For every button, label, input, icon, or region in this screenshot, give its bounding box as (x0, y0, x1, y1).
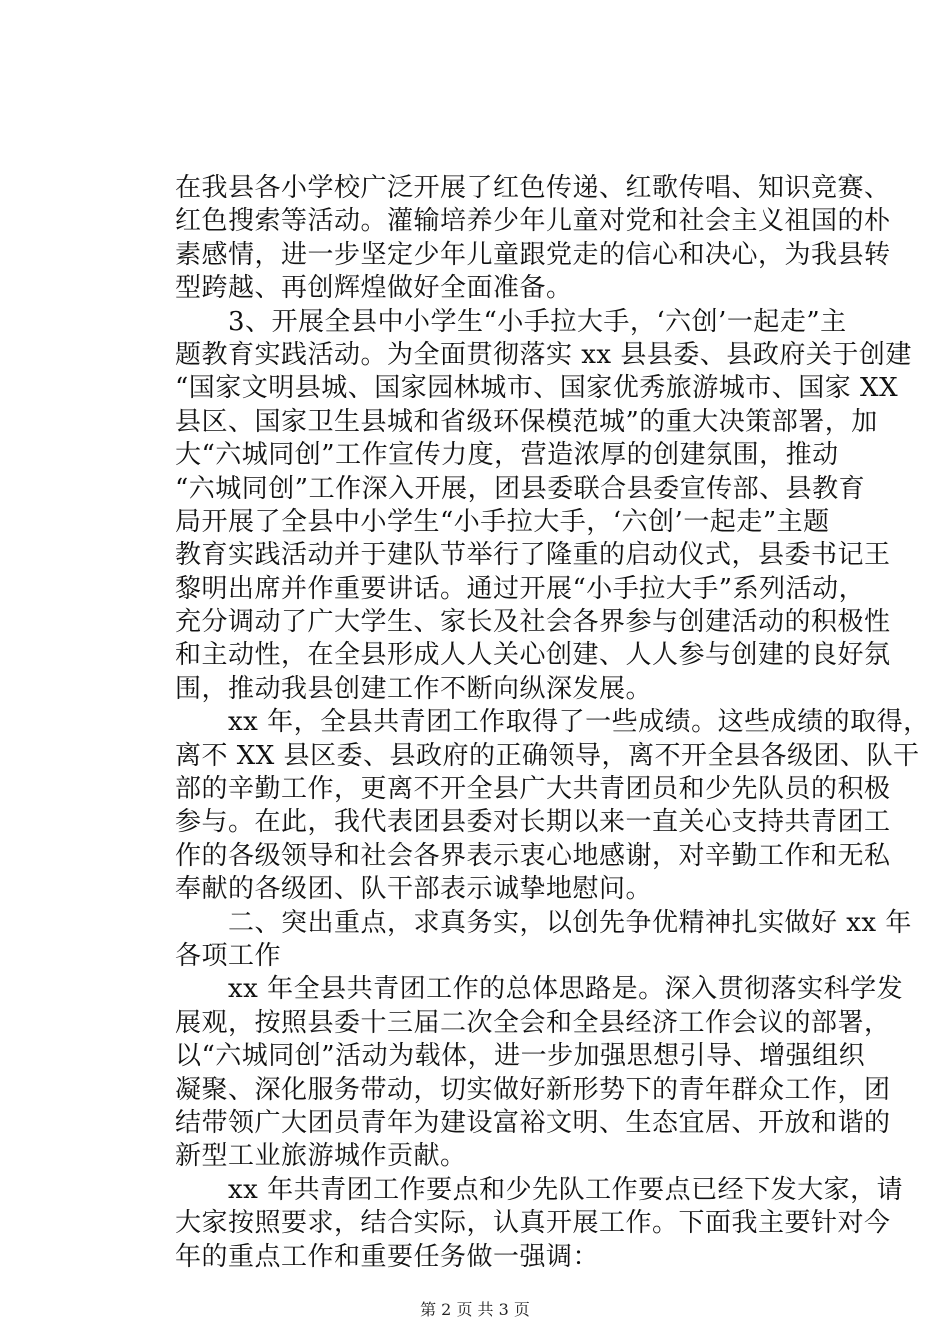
text-line: 围，推动我县创建工作不断向纵深发展。 (175, 673, 653, 704)
text-line: 凝聚、深化服务带动，切实做好新形势下的青年群众工作，团 (175, 1074, 891, 1105)
text-line: “六城同创”工作深入开展，团县委联合县委宣传部、县教育 (175, 473, 866, 504)
body-text (175, 172, 930, 1274)
text-line: 离不 XX 县区委、县政府的正确领导，离不开全县各级团、队干 (175, 740, 920, 771)
text-line: 部的辛勤工作，更离不开全县广大共青团员和少先队员的积极 (175, 774, 891, 805)
text-line: 大“六城同创”工作宣传力度，营造浓厚的创建氛围，推动 (175, 440, 839, 471)
text-line: 充分调动了广大学生、家长及社会各界参与创建活动的积极性 (175, 607, 891, 638)
text-line: 县区、国家卫生县城和省级环保模范城”的重大决策部署，加 (175, 406, 878, 437)
text-line: 作的各级领导和社会各界表示衷心地感谢，对辛勤工作和无私 (175, 840, 891, 871)
text-line: 展观，按照县委十三届二次全会和全县经济工作会议的部署， (175, 1007, 891, 1038)
text-line: 年的重点工作和重要任务做一强调： (175, 1241, 600, 1272)
text-line: 教育实践活动并于建队节举行了隆重的启动仪式，县委书记王 (175, 540, 891, 571)
text-line: 素感情，进一步坚定少年儿童跟党走的信心和决心，为我县转 (175, 239, 891, 270)
text-line: 局开展了全县中小学生“小手拉大手，‘六创’一起走”主题 (175, 506, 830, 537)
text-line: 奉献的各级团、队干部表示诚挚地慰问。 (175, 874, 653, 905)
text-line: 参与。在此，我代表团县委对长期以来一直关心支持共青团工 (175, 807, 891, 838)
text-line: xx 年共青团工作要点和少先队工作要点已经下发大家，请 (175, 1174, 904, 1205)
text-line: 黎明出席并作重要讲话。通过开展“小手拉大手”系列活动， (175, 573, 866, 604)
page-number-footer: 第 2 页 共 3 页 (420, 1300, 530, 1319)
text-line: 各项工作 (175, 940, 282, 971)
text-line: 大家按照要求，结合实际，认真开展工作。下面我主要针对今 (175, 1208, 891, 1239)
text-line: 3、开展全县中小学生“小手拉大手，‘六创’一起走”主 (175, 306, 847, 337)
text-line: 新型工业旅游城作贡献。 (175, 1141, 467, 1172)
text-line: 题教育实践活动。为全面贯彻落实 xx 县县委、县政府关于创建 (175, 339, 912, 370)
text-line: xx 年，全县共青团工作取得了一些成绩。这些成绩的取得， (175, 707, 930, 738)
text-line: 二、突出重点，求真务实，以创先争优精神扎实做好 xx 年 (175, 907, 912, 938)
text-line: 型跨越、再创辉煌做好全面准备。 (175, 273, 573, 304)
text-line: 结带领广大团员青年为建设富裕文明、生态宜居、开放和谐的 (175, 1107, 891, 1138)
text-line: 和主动性，在全县形成人人关心创建、人人参与创建的良好氛 (175, 640, 891, 671)
text-line: “国家文明县城、国家园林城市、国家优秀旅游城市、国家 XX (175, 373, 899, 404)
text-line: 以“六城同创”活动为载体，进一步加强思想引导、增强组织 (175, 1041, 866, 1072)
text-line: xx 年全县共青团工作的总体思路是。深入贯彻落实科学发 (175, 974, 904, 1005)
text-line: 红色搜索等活动。灌输培养少年儿童对党和社会主义祖国的朴 (175, 206, 891, 237)
text-line: 在我县各小学校广泛开展了红色传递、红歌传唱、知识竞赛、 (175, 173, 891, 203)
